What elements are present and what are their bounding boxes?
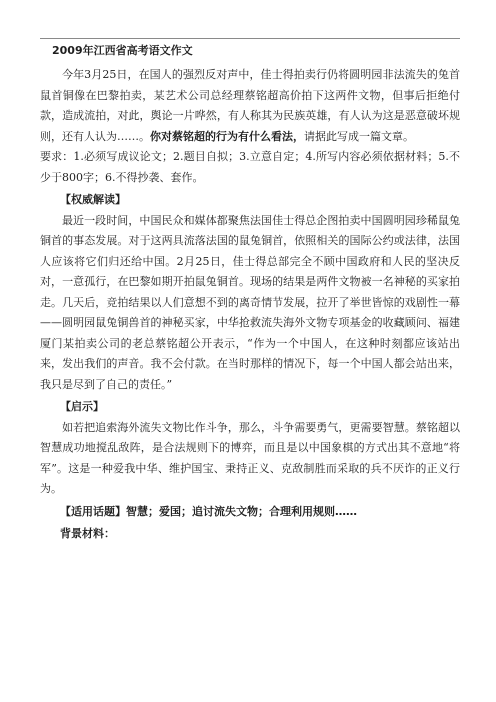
requirements-paragraph: 要求：1.必须写成议论文；2.题目自拟；3.立意自定；4.所写内容必须依据材料；5.不少于800字；6.不得抄袭、套作。 — [40, 150, 460, 184]
prompt-question: 你对蔡铭超的行为有什么看法， — [150, 129, 304, 143]
prompt-instruction: 请据此写成一篇文章。 — [304, 129, 414, 143]
topics-heading: 【适用话题】智慧；爱国；追讨流失文物；合理利用规则…… — [60, 504, 357, 518]
document-page — [40, 38, 460, 545]
document-title: 2009年江西省高考语文作文 — [52, 44, 193, 57]
prompt-paragraph — [40, 65, 460, 147]
authority-heading: 【权威解读】 — [60, 193, 126, 206]
authority-paragraph: 最近一段时间，中国民众和媒体都聚焦法国佳士得总企图拍卖中国圆明园珍稀鼠兔铜首的事态发展。对于这两具流落法国的鼠兔铜首，依照相关的国际公约或法律，法国人应该将它们归还给中国。2月25日，佳士得总部完全不顾中国政府和人民的坚决反对，一意孤行，在巴黎如期开拍鼠兔铜首。现场的结果是两件文物被一名神秘的买家拍走。几天后，竞拍结果以人们意想不到的离奇情节发展，拉开了举世皆惊的戏剧性一幕——圆明园鼠兔铜兽首的神秘买家，中华抢救流失海外文物专项基金的收藏顾问、福建厦门某拍卖公司的老总蔡铭超公开表示，“作为一个中国人，在这种时刻都应该站出来，发出我们的声音。我不会付款。在当时那样的情况下，每一个中国人都会站出来，我只是尽到了自己的责任。” — [40, 213, 460, 391]
insight-paragraph: 如若把追索海外流失文物比作斗争，那么，斗争需要勇气，更需要智慧。蔡铭超以智慧成功地搅乱敌阵，是合法规则下的博弈，而且是以中国象棋的方式出其不意地“将军”。这是一种爱我中华、维护国宝、秉持正义、克敌制胜而采取的兵不厌诈的正义行为。 — [40, 420, 460, 495]
header-rule — [40, 38, 460, 39]
background-heading: 背景材料： — [60, 527, 115, 540]
insight-heading: 【启示】 — [60, 400, 104, 413]
prompt-text: 今年3月25日，在国人的强烈反对声中，佳士得拍卖行仍将圆明园非法流失的兔首鼠首铜像在巴黎拍卖，某艺术公司总经理蔡铭超高价拍下这两件文物，但事后拒绝付款，造成流拍，对此，舆论一片哗然，有人称其为民族英雄，有人认为这是恶意破坏规则，还有人认为……。 — [40, 68, 460, 143]
